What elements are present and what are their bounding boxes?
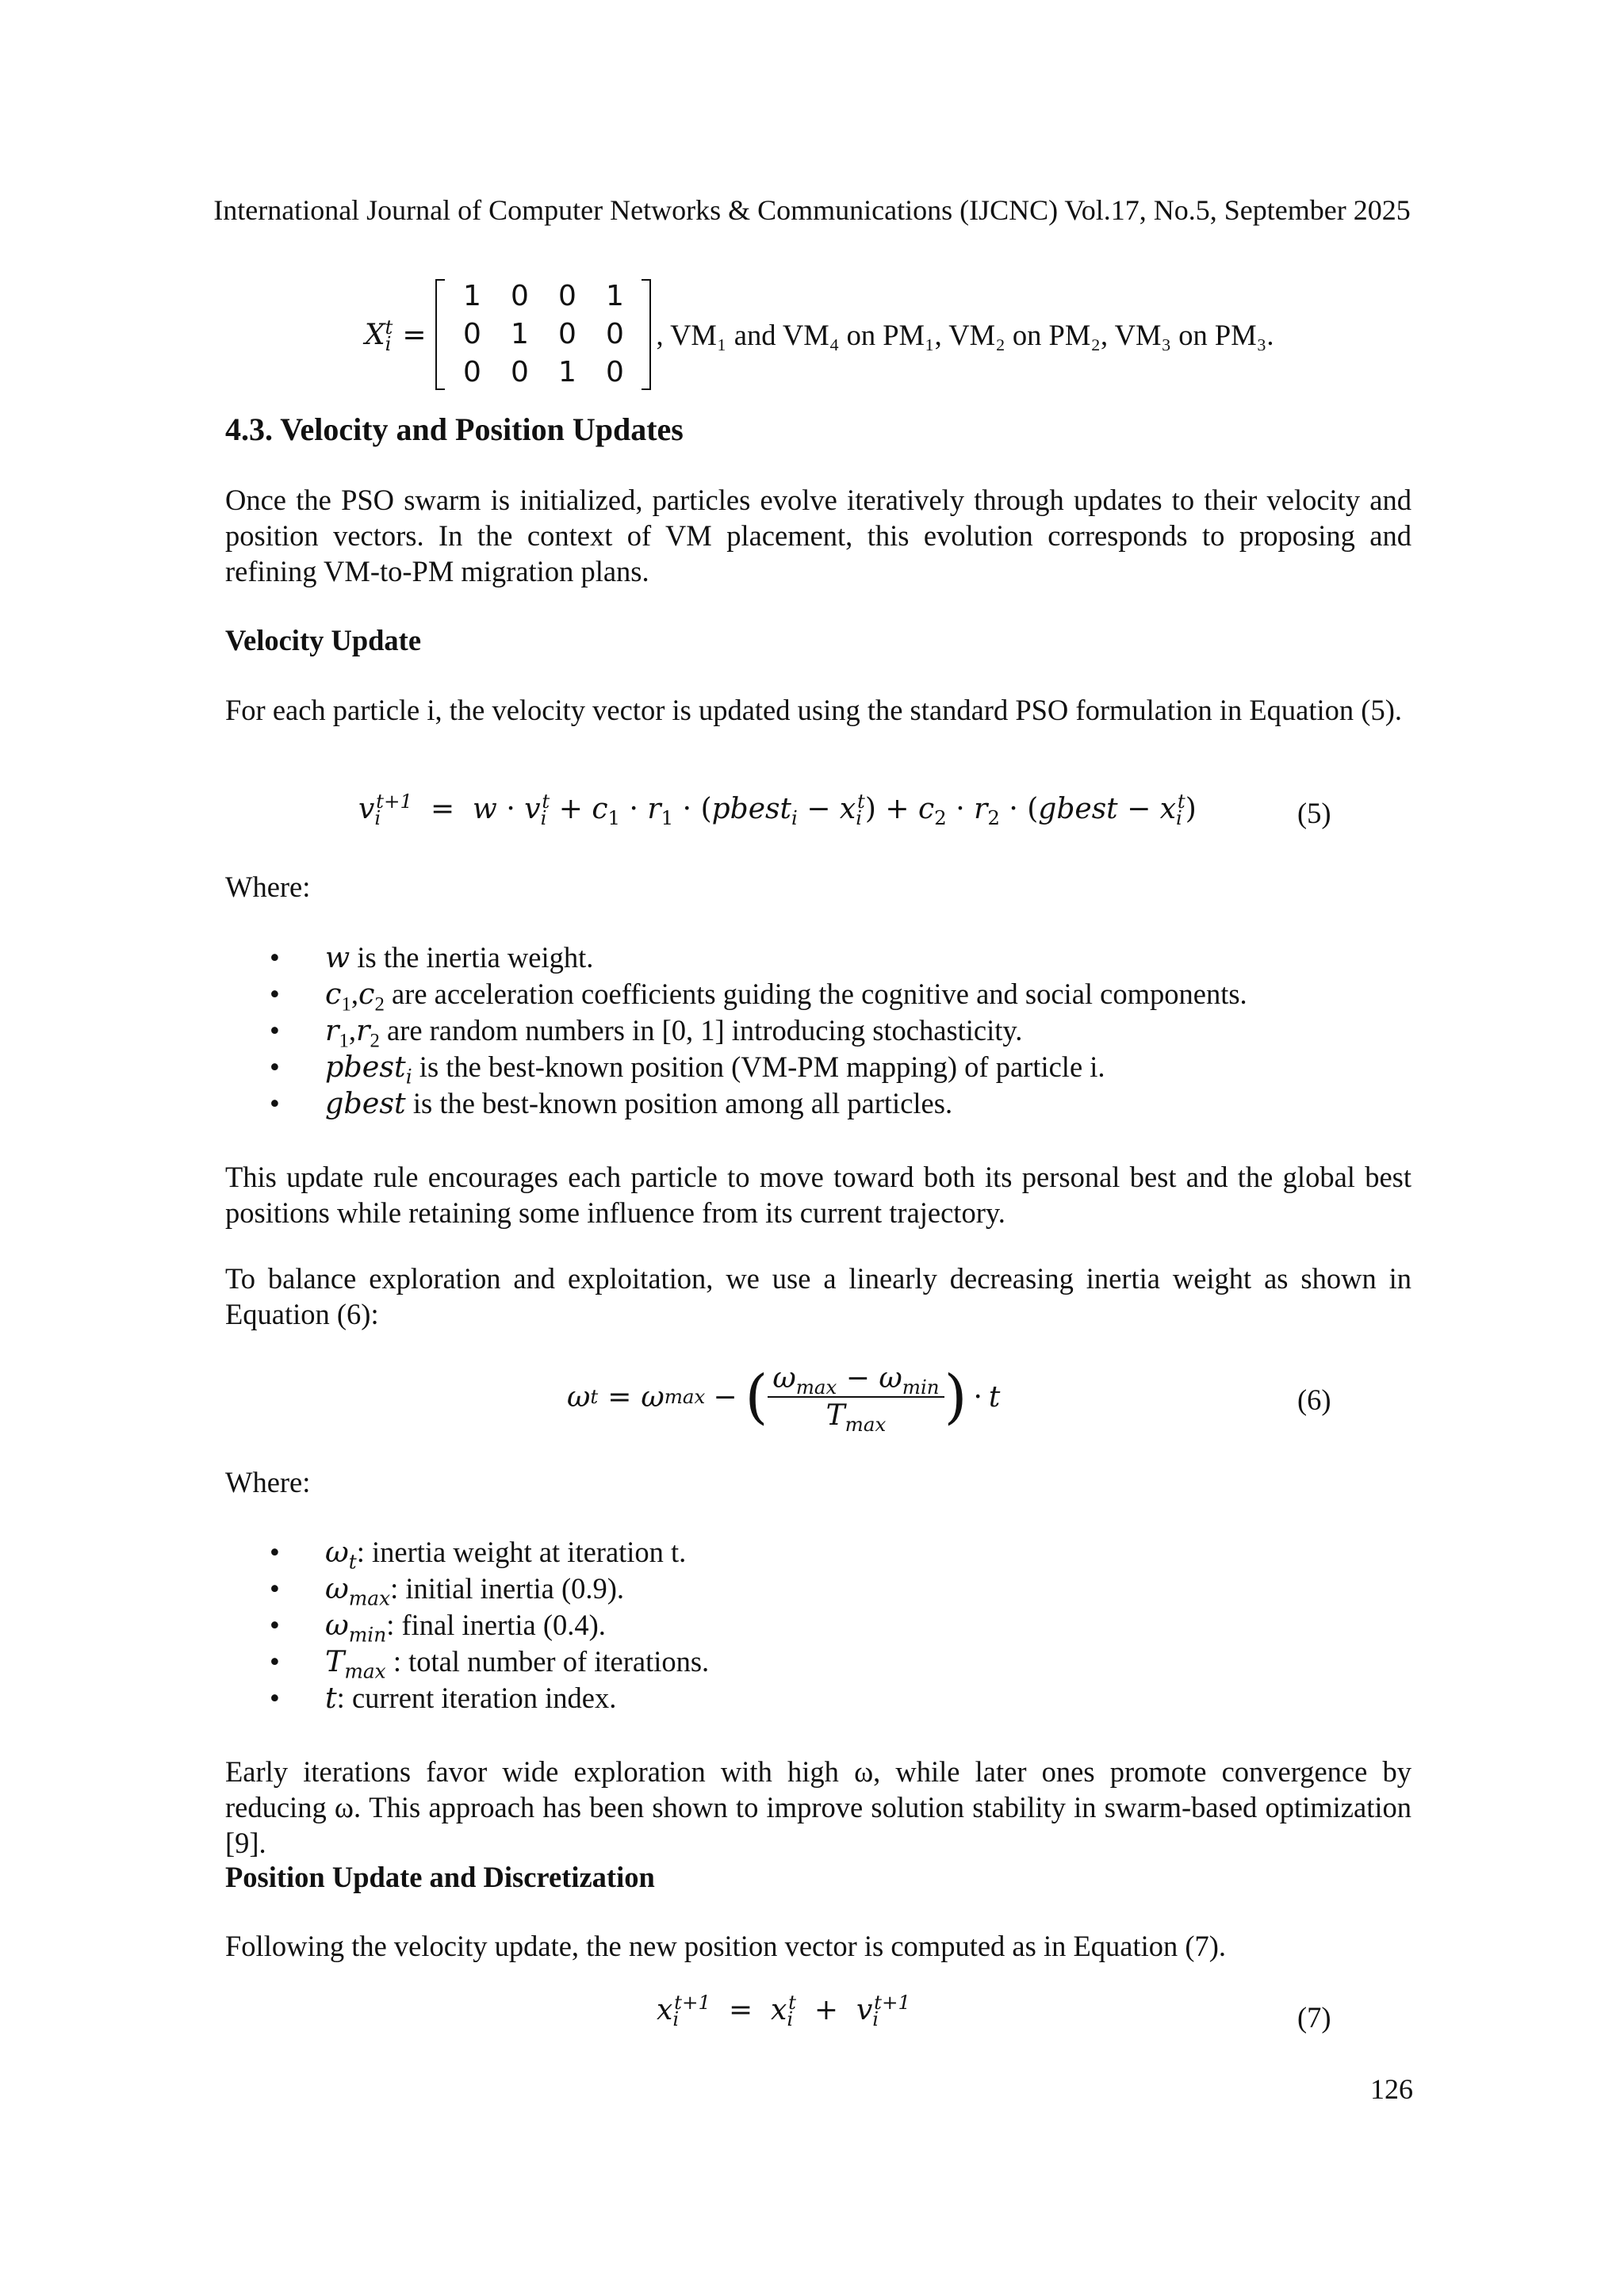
update-rule-paragraph: This update rule encourages each particle to move toward both its personal best and the global best positions while retaining some influence from its current trajectory. (225, 1161, 1411, 1229)
matrix-caption: , VM₁ and VM₄ on PM₁, VM₂ on PM₂, VM₃ on PM₃. (656, 318, 1274, 351)
equation-7-number: (7) (1297, 2001, 1331, 2034)
where-label: Where: (225, 871, 311, 903)
list-item: • $\omega_{min}$: final inertia (0.4). (270, 1607, 709, 1644)
binary-matrix (435, 277, 651, 392)
list-item: • $T_{max}$ : total number of iterations. (270, 1644, 709, 1680)
parameter-list (270, 1534, 709, 1716)
list-item: • $\omega_t$: inertia weight at iteration t. (270, 1534, 709, 1571)
equation-6: ω t = ω max − ( $\frac{\omega_{max} - \omega_{min}}{T_{max}}$ ) · t (567, 1362, 1001, 1437)
position-paragraph: Following the velocity update, the new position vector is computed as in Equation (7). (225, 1930, 1227, 1962)
list-item: • gbest is the best-known position among all particles. (270, 1085, 1247, 1122)
equation-5-number: (5) (1297, 797, 1331, 829)
list-item: • pbest$_i$ is the best-known position (VM-PM mapping) of particle i. (270, 1049, 1247, 1085)
equation-7: $x_i^{t+1} = x_i^t + v_i^{t+1}$ (657, 1991, 911, 2031)
section-heading: 4.3. Velocity and Position Updates (225, 411, 684, 447)
matrix-equals: = (402, 318, 427, 351)
position-update-heading: Position Update and Discretization (225, 1861, 655, 1893)
matrix-lhs: $X_i^t$ (365, 315, 393, 355)
velocity-update-heading: Velocity Update (225, 624, 422, 656)
intro-paragraph: Once the PSO swarm is initialized, particles evolve iteratively through updates to their velocity and position vectors. In the context of VM placement, this evolution corresponds to proposing and refining VM-to-PM migration plans. (225, 484, 1411, 587)
velocity-paragraph: For each particle i, the velocity vector is updated using the standard PSO formulation in Equation (5). (225, 694, 1402, 726)
matrix-row: 1 0 0 1 (463, 280, 624, 312)
page-number: 126 (1370, 2073, 1413, 2105)
list-item: • $c_1,c_2$ are acceleration coefficients guiding the cognitive and social components. (270, 976, 1247, 1012)
running-header: International Journal of Computer Networks & Communications (IJCNC) Vol.17, No.5, September 2025 (213, 194, 1411, 226)
equation-6-number: (6) (1297, 1383, 1331, 1416)
list-item: • $r_1,r_2$ are random numbers in [0, 1] introducing stochasticity. (270, 1012, 1247, 1049)
list-item: • t: current iteration index. (270, 1680, 709, 1716)
list-item: • w is the inertia weight. (270, 939, 1247, 976)
fraction: $\frac{\omega_{max} - \omega_{min}}{T_{max}}$ (768, 1362, 944, 1432)
symbol-list (270, 939, 1247, 1122)
matrix-row: 0 0 1 0 (463, 356, 624, 388)
matrix-equation (365, 277, 1274, 392)
where-label: Where: (225, 1466, 311, 1498)
matrix-row: 0 1 0 0 (463, 318, 624, 350)
early-iterations-paragraph: Early iterations favor wide exploration with high ω, while later ones promote convergence by reducing ω. This approach has been shown to improve solution stability in swarm-based optimization [9]. (225, 1755, 1411, 1859)
inertia-paragraph: To balance exploration and exploitation, we use a linearly decreasing inertia weight as shown in Equation (6): (225, 1262, 1411, 1330)
equation-5: $v_i^{t+1} = w \cdot v_i^t + c_1 \cdot r_1$ · (pbest$_i$ − $x_i^t) + c_2 \cdot r_2$ · (gbest − $x_i^t$) (358, 790, 1197, 830)
list-item: • $\omega_{max}$: initial inertia (0.9). (270, 1571, 709, 1607)
